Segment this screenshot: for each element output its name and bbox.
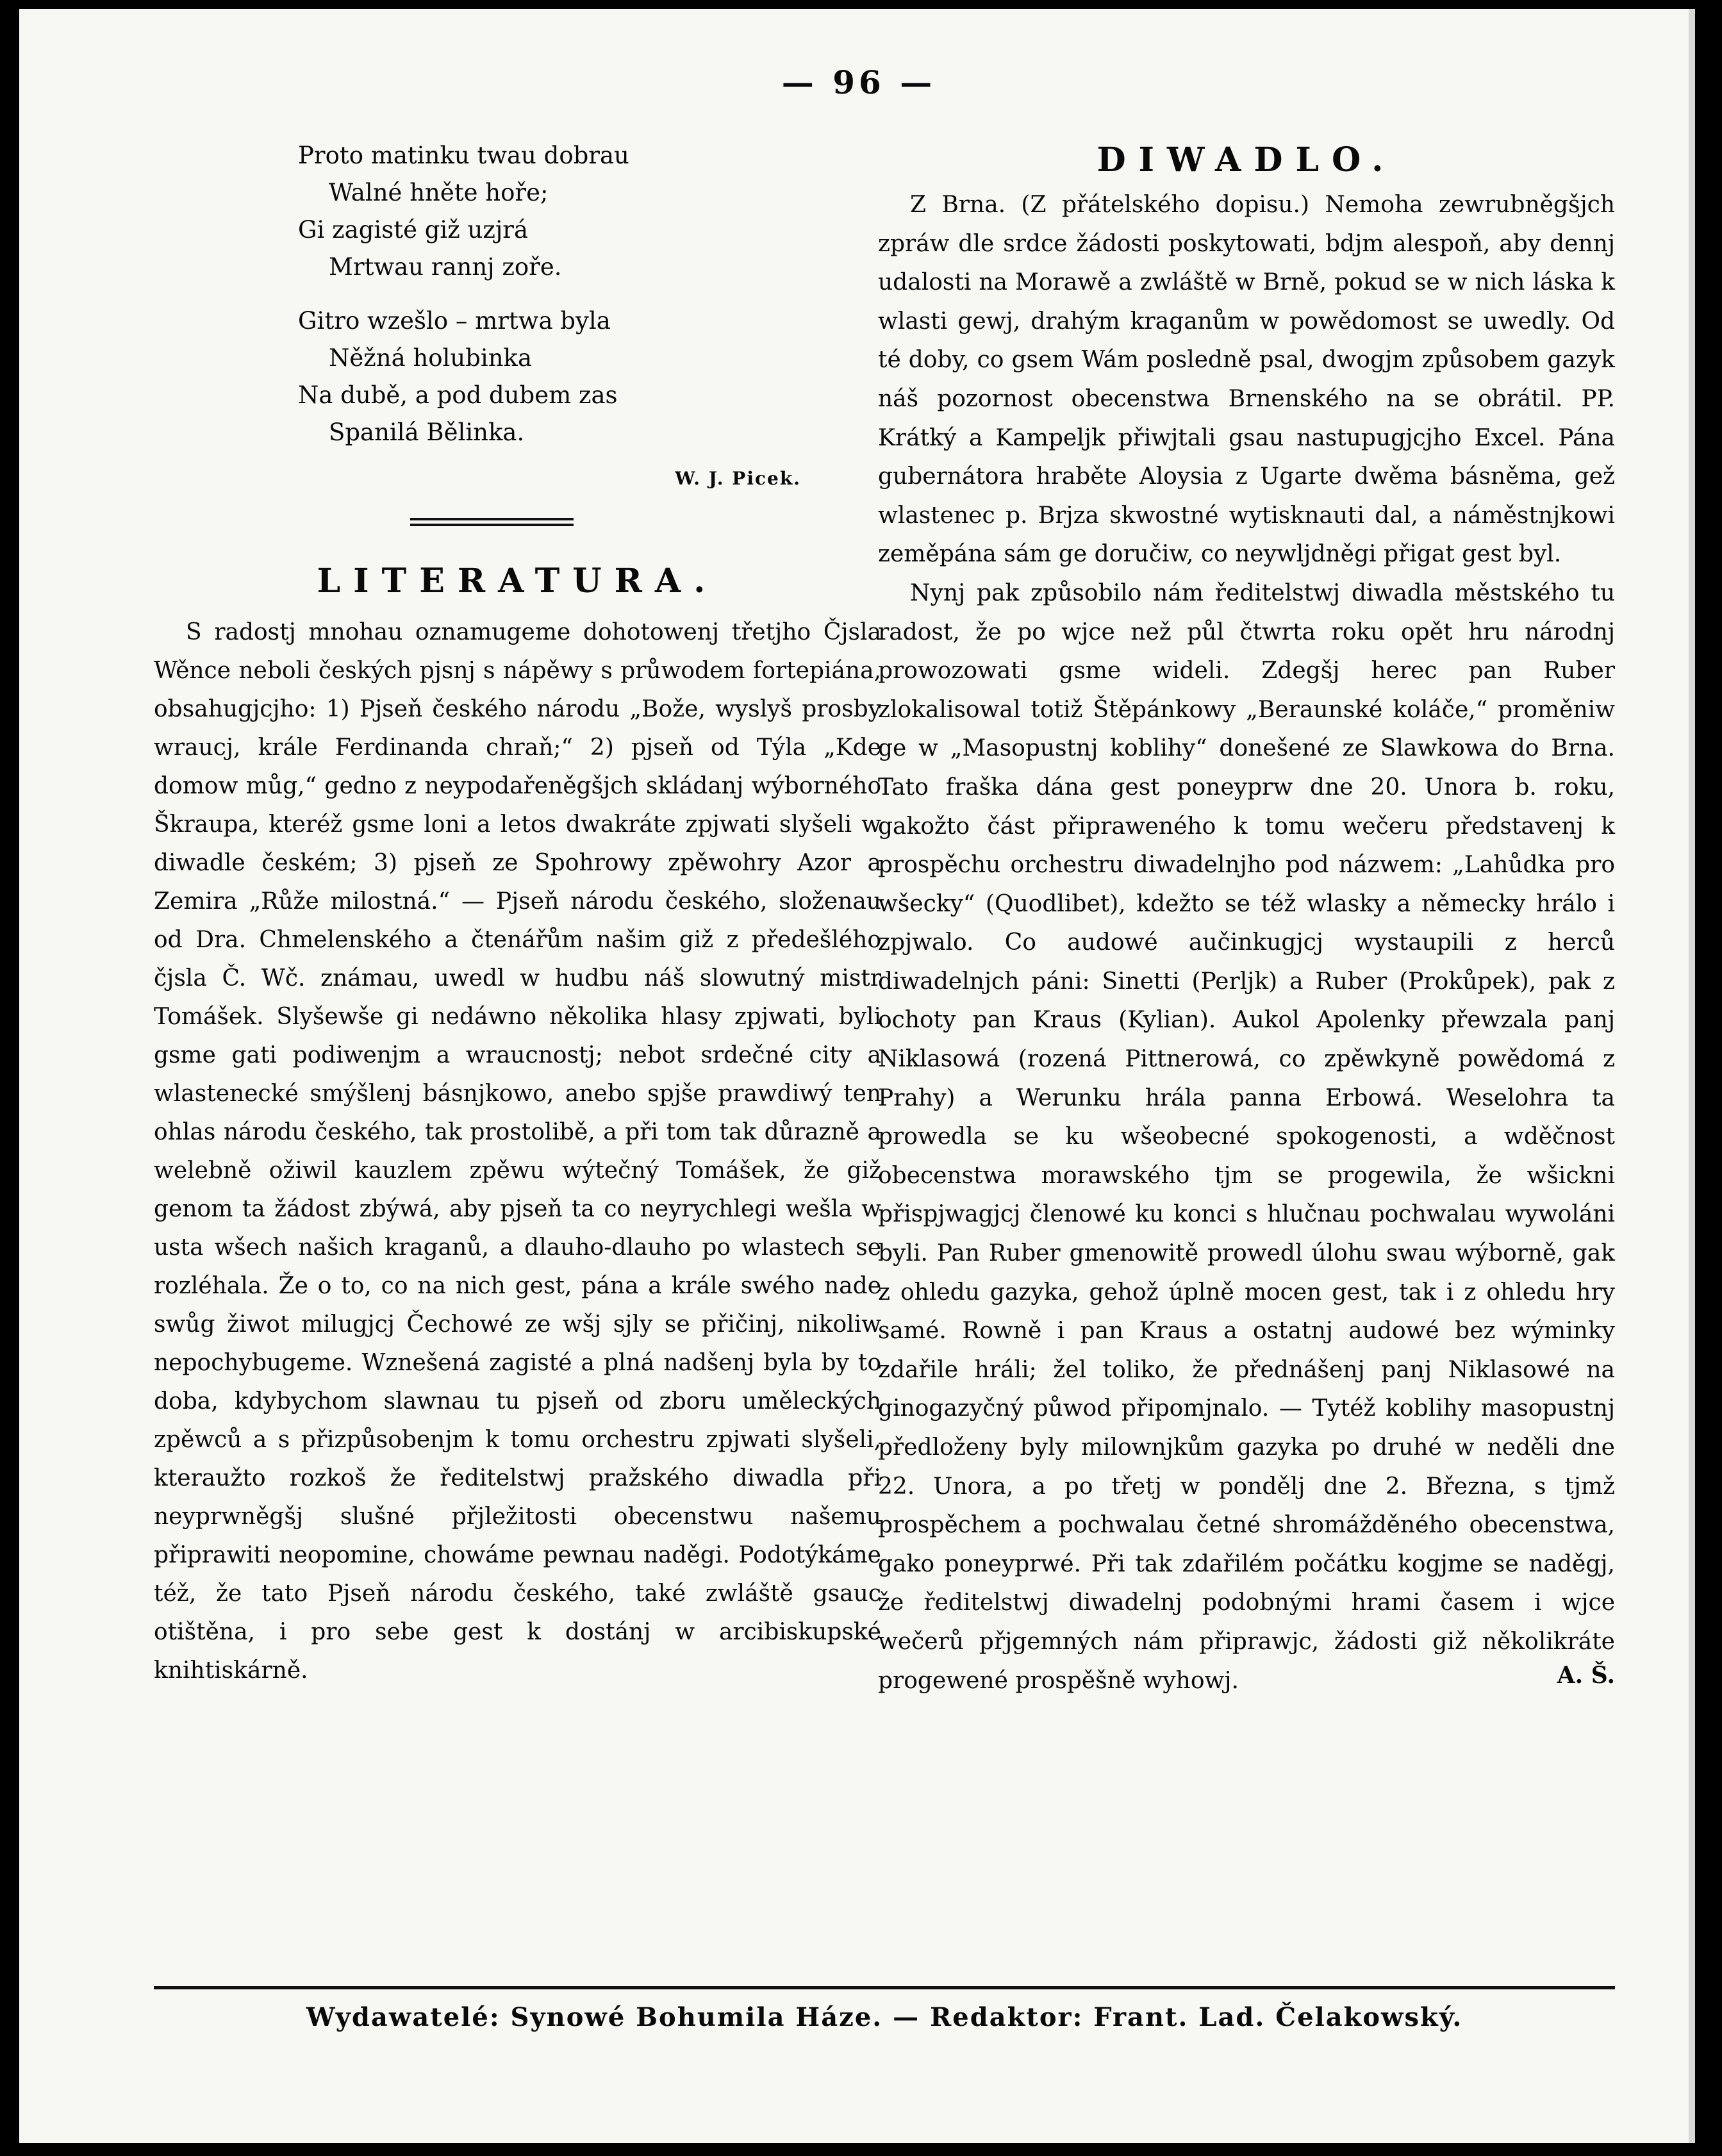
diwadlo-signature: A. Š. [1557, 1662, 1615, 1689]
footer-rule [154, 1986, 1615, 1989]
page-edge [1689, 9, 1695, 2143]
poem-stanza-2 [298, 303, 881, 451]
poem-stanza-1 [298, 137, 881, 286]
section-title-diwadlo: DIWADLO. [1097, 140, 1396, 179]
poem-line: Gi zagisté giž uzjrá [298, 216, 529, 244]
poem-line: Proto matinku twau dobrau [298, 142, 629, 169]
poem [298, 137, 881, 451]
diwadlo-paragraph-1: Z Brna. (Z přátelského dopisu.) Nemoha zewrubněgšjch zpráw dle srdce žádosti poskytowati, bdjm alespoň, aby dennj udalosti na Morawě a zwláště w Brně, pokud se w nich láska k wlasti gewj, drahým kraganům w powědomost se uwedly. Od té doby, co gsem Wám posledně psal, dwogjm způsobem gazyk náš pozornost obecenstwa Brnenského na se obrátil. PP. Krátký a Kampeljk přiwjtali gsau nastupugjcjho Excel. Pána gubernátora hraběte Aloysia z Ugarte dwěma básněma, gež wlastenec p. Brjza skwostné wytisknauti dal, a náměstnjkowi zeměpána sám ge doručiw, co neywljdněgi přigat gest byl. [878, 192, 1615, 568]
poem-line: Gitro wzešlo – mrtwa byla [298, 307, 611, 335]
imprint-footer: Wydawatelé: Synowé Bohumila Háze. — Redaktor: Frant. Lad. Čelakowský. [306, 2002, 1463, 2032]
diwadlo-paragraph-2: Nynj pak způsobilo nám ředitelstwj diwadla městského tu radost, že po wjce než půl čtwrta roku opět hru národnj prowozowati gsme wideli. Zdegšj herec pan Ruber zlokalisowal totiž Štěpánkowy „Beraunské koláče,“ proměniw ge w „Masopustnj koblihy“ donešené ze Slawkowa do Brna. Tato fraška dána gest poneyprw dne 20. Unora b. roku, gakožto část připraweného k tomu wečeru představenj k prospěchu orchestru diwadelnjho pod názwem: „Lahůdka pro wšecky“ (Quodlibet), kdežto se též wlasky a německy hrálo i zpjwalo. Co audowé aučinkugjcj wystaupili z herců diwadelnjch páni: Sinetti (Perljk) a Ruber (Prokůpek), pak z ochoty pan Kraus (Kylian). Aukol Apolenky přewzala panj Niklasowá (rozená Pittnerowá, co zpěwkyně powědomá z Prahy) a Werunku hrála panna Erbowá. Weselohra ta prowedla se ku wšeobecné spokogenosti, a wděčnost obecenstwa morawského tjm se progewila, že wšickni přispjwagjcj členowé ku konci s hlučnau pochwalau wywoláni byli. Pan Ruber gmenowitě prowedl úlohu swau wýborně, gak z ohledu gazyka, gehož úplně mocen gest, tak i z ohledu hry samé. Rowně i pan Kraus a ostatnj audowé bez wýminky zdařile hráli; žel toliko, že přednášenj panj Niklasowé na ginogazyčný půwod připomjnalo. — Tytéž koblihy masopustnj předloženy byly milownjkům gazyka po druhé w neděli dne 22. Unora, a po třetj w pondělj dne 2. Března, s tjmž prospěchem a pochwalau četné shromážděného obecenstwa, gako poneyprwé. Při tak zdařilém počátku kogjme se naděgj, že ředitelstwj diwadelnj podobnými hrami časem i wjce wečerů přjgemných nám připrawjc, žádosti giž několikráte progewené prospěšně wyhowj. [878, 579, 1615, 1694]
poem-line: Spanilá Bělinka. [329, 419, 525, 446]
page-sheet [19, 9, 1695, 2143]
literatura-article: S radostj mnohau oznamugeme dohotowenj třetjho Čjsla Wěnce neboli českých pjsnj s nápěwy s průwodem fortepiána, obsahugjcjho: 1) Pjseň českého národu „Bože, wyslyš prosby wraucj, krále Ferdinanda chraň;“ 2) pjseň od Týla „Kde domow můg,“ gedno z neypodařeněgšjch skládanj wýborného Škraupa, kteréž gsme loni a letos dwakráte zpjwati slyšeli w diwadle českém; 3) pjseň ze Spohrowy zpěwohry Azor a Zemira „Růže milostná.“ — Pjseň národu českého, složenau od Dra. Chmelenského a čtenářům našim giž z předešlého čjsla Č. Wč. známau, uwedl w hudbu náš slowutný mistr Tomášek. Slyšewše gi nedáwno několika hlasy zpjwati, byli gsme gati podiwenjm a wraucnostj; nebot srdečné city a wlastenecké smýšlenj básnjkowo, anebo spjše prawdiwý ten ohlas národu českého, tak prostolibě, a při tom tak důrazně a welebně ožiwil kauzlem zpěwu wýtečný Tomášek, že giž genom ta žádost zbýwá, aby pjseň ta co neyrychlegi wešla w usta wšech našich kraganů, a dlauho-dlauho po wlastech se rozléhala. Že o to, co na nich gest, pána a krále swého nade swůg žiwot milugjcj Čechowé ze wšj sjly se přičinj, nikoliw nepochybugeme. Wznešená zagisté a plná nadšenj byla by to doba, kdybychom slawnau tu pjseň od zboru uměleckých zpěwců a s přizpůsobenjm k tomu orchestru zpjwati slyšeli, kteraužto rozkoš že ředitelstwj pražského diwadla při neyprwněgšj slušné přjležitosti obecenstwu našemu připrawiti neopomine, chowáme pewnau naděgi. Podotýkáme též, že tato Pjseň národu českého, také zwláště gsauc otištěna, i pro sebe gest k dostánj w arcibiskupské knihtiskárně. [154, 619, 881, 1684]
left-column [154, 137, 881, 1690]
poem-line: Něžná holubinka [329, 344, 533, 372]
section-title-literatura: LITERATURA. [317, 561, 718, 601]
page-number: — 96 — [781, 63, 936, 101]
right-column [878, 137, 1615, 1694]
poem-line: Mrtwau rannj zoře. [329, 253, 562, 281]
poem-line: Na dubě, a pod dubem zas [298, 381, 618, 409]
poem-signature: W. J. Picek. [675, 468, 801, 489]
poem-line: Walné hněte hoře; [329, 179, 549, 206]
section-divider [410, 518, 574, 526]
